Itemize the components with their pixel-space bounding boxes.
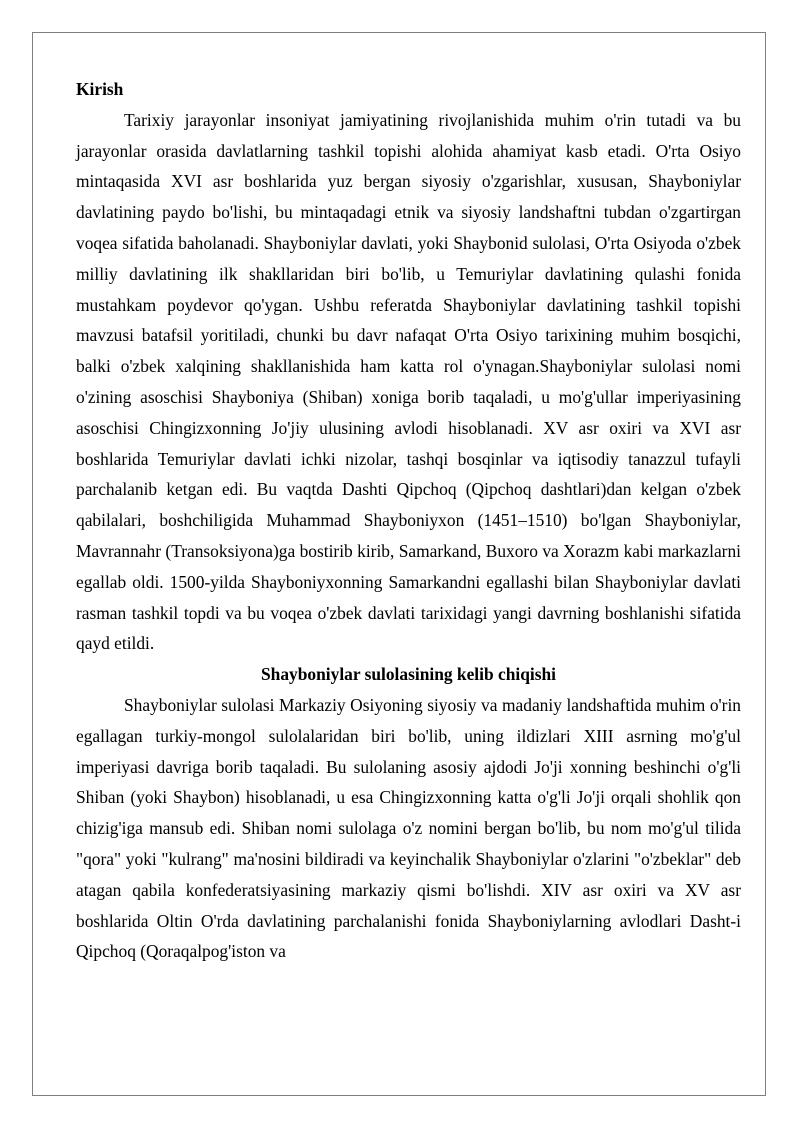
document-body xyxy=(76,74,741,967)
intro-heading: Kirish xyxy=(76,79,124,99)
section-heading: Shayboniylar sulolasining kelib chiqishi xyxy=(261,664,556,685)
section-paragraph: Shayboniylar sulolasi Markaziy Osiyoning siyosiy va madaniy landshaftida muhim o'rin egallagan turkiy-mongol sulolalaridan biri bo'lib, uning ildizlari XIII asrning mo'g'ul imperiyasi davriga borib taqaladi. Bu sulolaning asosiy ajdodi Jo'ji xonning beshinchi o'g'li Shiban (yoki Shaybon) hisoblanadi, u esa Chingizxonning katta o'g'li Jo'ji orqali shohlik qon chizig'iga mansub edi. Shiban nomi sulolaga o'z nomini bergan bo'lib, bu nom mo'g'ul tilida "qora" yoki "kulrang" ma'nosini bildiradi va keyinchalik Shayboniylar o'zlarini "o'zbeklar" deb atagan qabila konfederatsiyasining markaziy qismi bo'lishdi. XIV asr oxiri va XV asr boshlarida Oltin O'rda davlatining parchalanishi fonida Shayboniylarning avlodlari Dasht-i Qipchoq (Qoraqalpog'iston va xyxy=(76,694,741,962)
intro-paragraph: Tarixiy jarayonlar insoniyat jamiyatining rivojlanishida muhim o'rin tutadi va bu jarayonlar orasida davlatlarning tashkil topishi alohida ahamiyat kasb etadi. O'rta Osiyo mintaqasida XVI asr boshlarida yuz bergan siyosiy o'zgarishlar, xususan, Shayboniylar davlatining paydo bo'lishi, bu mintaqadagi etnik va siyosiy landshaftni tubdan o'zgartirgan voqea sifatida baholanadi. Shayboniylar davlati, yoki Shaybonid sulolasi, O'rta Osiyoda o'zbek milliy davlatining ilk shakllaridan biri bo'lib, u Temuriylar davlatining qulashi fonida mustahkam poydevor qo'ygan. Ushbu referatda Shayboniylar davlatining tashkil topishi mavzusi batafsil yoritiladi, chunki bu davr nafaqat O'rta Osiyo tarixining muhim bosqichi, balki o'zbek xalqining shakllanishida ham katta rol o'ynagan.Shayboniylar sulolasi nomi o'zining asoschisi Shayboniya (Shiban) xoniga borib taqaladi, u mo'g'ullar imperiyasining asoschisi Chingizxonning Jo'jiy ulusining avlodi hisoblanadi. XV asr oxiri va XVI asr boshlarida Temuriylar davlati ichki nizolar, tashqi bosqinlar va iqtisodiy tanazzul tufayli parchalanib ketgan edi. Bu vaqtda Dashti Qipchoq (Qipchoq dashtlari)dan kelgan o'zbek qabilalari, boshchiligida Muhammad Shayboniyxon (1451–1510) bo'lgan Shayboniylar, Mavrannahr (Transoksiyona)ga bostirib kirib, Samarkand, Buxoro va Xorazm kabi markazlarni egallab oldi. 1500-yilda Shayboniyxonning Samarkandni egallashi bilan Shayboniylar davlati rasman tashkil topdi va bu voqea o'zbek davlati tarixidagi yangi davrning boshlanishi sifatida qayd etildi. xyxy=(76,109,741,654)
